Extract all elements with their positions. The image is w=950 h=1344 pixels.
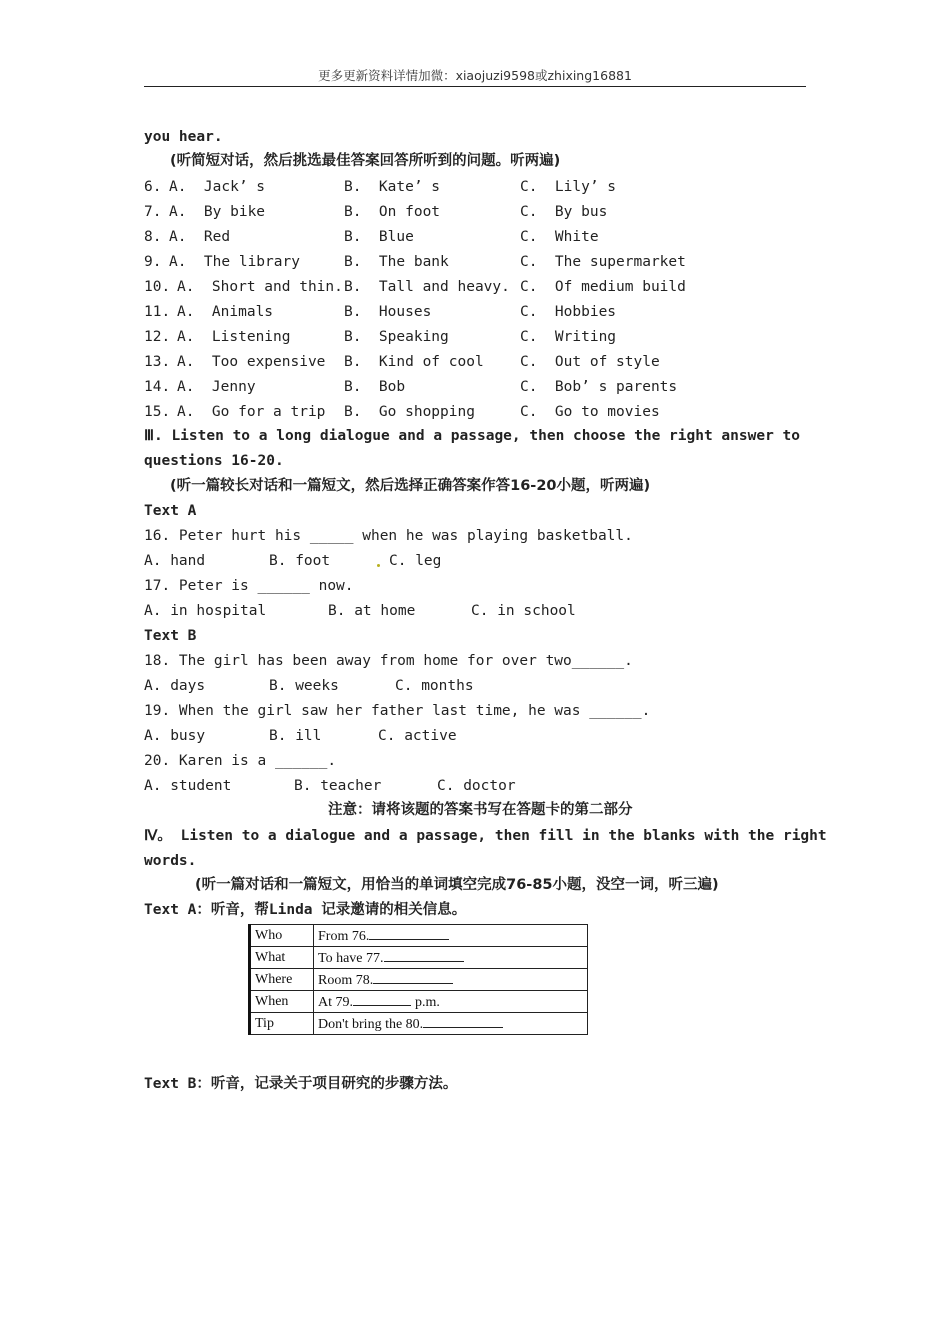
question-16: 16. Peter hurt his _____ when he was playing basketball. bbox=[144, 528, 633, 544]
row-key: When bbox=[250, 991, 314, 1013]
option-a: A. Jenny bbox=[177, 379, 256, 395]
option-b: B. Kind of cool bbox=[344, 354, 484, 370]
row-value-cell bbox=[314, 947, 588, 969]
q19-option-b: B. ill bbox=[269, 728, 322, 744]
row-value-cell bbox=[314, 1013, 588, 1035]
stray-mark bbox=[377, 564, 380, 567]
question-number: 6. bbox=[144, 179, 162, 195]
option-b: B. Tall and heavy. bbox=[344, 279, 510, 295]
row-value-cell bbox=[314, 925, 588, 947]
q19-option-c: C. active bbox=[378, 728, 457, 744]
option-a: A. Red bbox=[169, 229, 231, 245]
option-c: C. Out of style bbox=[520, 354, 660, 370]
question-17: 17. Peter is ______ now. bbox=[144, 578, 354, 594]
option-a: A. Animals bbox=[177, 304, 274, 320]
option-b: B. Kate’ s bbox=[344, 179, 441, 195]
q16-option-c: C. leg bbox=[389, 553, 442, 569]
q20-option-b: B. teacher bbox=[294, 778, 382, 794]
row-key: Tip bbox=[250, 1013, 314, 1035]
question-20: 20. Karen is a ______. bbox=[144, 753, 337, 769]
row-value: At 79. bbox=[318, 994, 353, 1010]
q19-option-a: A. busy bbox=[144, 728, 206, 744]
fill-blank[interactable] bbox=[384, 949, 464, 962]
option-c: C. Lily’ s bbox=[520, 179, 617, 195]
question-number: 14. bbox=[144, 379, 171, 395]
row-value: From 76. bbox=[318, 928, 370, 944]
answer-note: 注意：请将该题的答案书写在答题卡的第二部分 bbox=[328, 802, 633, 818]
q18-option-c: C. months bbox=[395, 678, 474, 694]
q16-option-b: B. foot bbox=[269, 553, 331, 569]
text-b-label: Text B bbox=[144, 628, 197, 644]
invitation-table bbox=[248, 924, 588, 1035]
q17-option-c: C. in school bbox=[471, 603, 576, 619]
fill-blank[interactable] bbox=[369, 927, 449, 940]
question-number: 15. bbox=[144, 404, 171, 420]
row-key: Where bbox=[250, 969, 314, 991]
option-c: C. The supermarket bbox=[520, 254, 686, 270]
option-c: C. White bbox=[520, 229, 599, 245]
q20-option-a: A. student bbox=[144, 778, 232, 794]
option-a: A. Go for a trip bbox=[177, 404, 326, 420]
q16-option-a: A. hand bbox=[144, 553, 206, 569]
question-19: 19. When the girl saw her father last time, he was ______. bbox=[144, 703, 651, 719]
table-row bbox=[250, 947, 588, 969]
section4-text-b-label: Text B：听音，记录关于项目研究的步骤方法。 bbox=[144, 1076, 458, 1092]
row-value-cell bbox=[314, 991, 588, 1013]
question-number: 12. bbox=[144, 329, 171, 345]
question-18: 18. The girl has been away from home for over two______. bbox=[144, 653, 633, 669]
option-c: C. Of medium build bbox=[520, 279, 686, 295]
row-suffix: p.m. bbox=[415, 994, 440, 1010]
section4-heading-1: Ⅳ。 Listen to a dialogue and a passage, then fill in the blanks with the right bbox=[144, 828, 827, 844]
option-b: B. Speaking bbox=[344, 329, 449, 345]
question-number: 10. bbox=[144, 279, 171, 295]
option-a: A. Listening bbox=[177, 329, 291, 345]
option-b: B. The bank bbox=[344, 254, 449, 270]
option-a: A. Jack’ s bbox=[169, 179, 266, 195]
row-value: To have 77. bbox=[318, 950, 384, 966]
option-a: A. By bike bbox=[169, 204, 266, 220]
section2-instruction: (听简短对话，然后挑选最佳答案回答所听到的问题。听两遍) bbox=[170, 153, 561, 169]
row-key: What bbox=[250, 947, 314, 969]
option-b: B. Go shopping bbox=[344, 404, 475, 420]
invitation-table-image bbox=[246, 922, 588, 1046]
option-c: C. Go to movies bbox=[520, 404, 660, 420]
table-row bbox=[250, 1013, 588, 1035]
table-row bbox=[250, 969, 588, 991]
option-a: A. Too expensive bbox=[177, 354, 326, 370]
section3-instruction: (听一篇较长对话和一篇短文，然后选择正确答案作答16-20小题，听两遍) bbox=[170, 478, 651, 494]
option-c: C. By bus bbox=[520, 204, 608, 220]
row-value: Room 78. bbox=[318, 972, 374, 988]
option-b: B. Houses bbox=[344, 304, 432, 320]
section3-heading-2: questions 16-20. bbox=[144, 453, 284, 469]
row-key: Who bbox=[250, 925, 314, 947]
option-b: B. Bob bbox=[344, 379, 406, 395]
option-a: A. The library bbox=[169, 254, 300, 270]
section4-heading-2: words. bbox=[144, 853, 197, 869]
q20-option-c: C. doctor bbox=[437, 778, 516, 794]
question-number: 7. bbox=[144, 204, 162, 220]
option-c: C. Bob’ s parents bbox=[520, 379, 678, 395]
question-number: 13. bbox=[144, 354, 171, 370]
q17-option-b: B. at home bbox=[328, 603, 416, 619]
option-b: B. Blue bbox=[344, 229, 414, 245]
question-number: 8. bbox=[144, 229, 162, 245]
option-a: A. Short and thin. bbox=[177, 279, 343, 295]
table-row bbox=[250, 925, 588, 947]
fill-blank[interactable] bbox=[373, 971, 453, 984]
option-b: B. On foot bbox=[344, 204, 441, 220]
text-a-label: Text A bbox=[144, 503, 197, 519]
page-header: 更多更新资料详情加微：xiaojuzi9598或zhixing16881 bbox=[144, 66, 806, 87]
row-value: Don't bring the 80. bbox=[318, 1016, 424, 1032]
table-row bbox=[250, 991, 588, 1013]
question-number: 9. bbox=[144, 254, 162, 270]
question-number: 11. bbox=[144, 304, 171, 320]
section4-instruction: (听一篇对话和一篇短文，用恰当的单词填空完成76-85小题，没空一词，听三遍) bbox=[195, 877, 719, 893]
section3-heading-1: Ⅲ. Listen to a long dialogue and a passage, then choose the right answer to bbox=[144, 428, 800, 444]
q17-option-a: A. in hospital bbox=[144, 603, 267, 619]
section4-text-a-label: Text A：听音，帮Linda 记录邀请的相关信息。 bbox=[144, 902, 467, 918]
option-c: C. Writing bbox=[520, 329, 617, 345]
q18-option-a: A. days bbox=[144, 678, 206, 694]
fill-blank[interactable] bbox=[423, 1015, 503, 1028]
fill-blank[interactable] bbox=[353, 993, 411, 1006]
intro-line: you hear. bbox=[144, 129, 223, 145]
option-c: C. Hobbies bbox=[520, 304, 617, 320]
row-value-cell bbox=[314, 969, 588, 991]
q18-option-b: B. weeks bbox=[269, 678, 339, 694]
